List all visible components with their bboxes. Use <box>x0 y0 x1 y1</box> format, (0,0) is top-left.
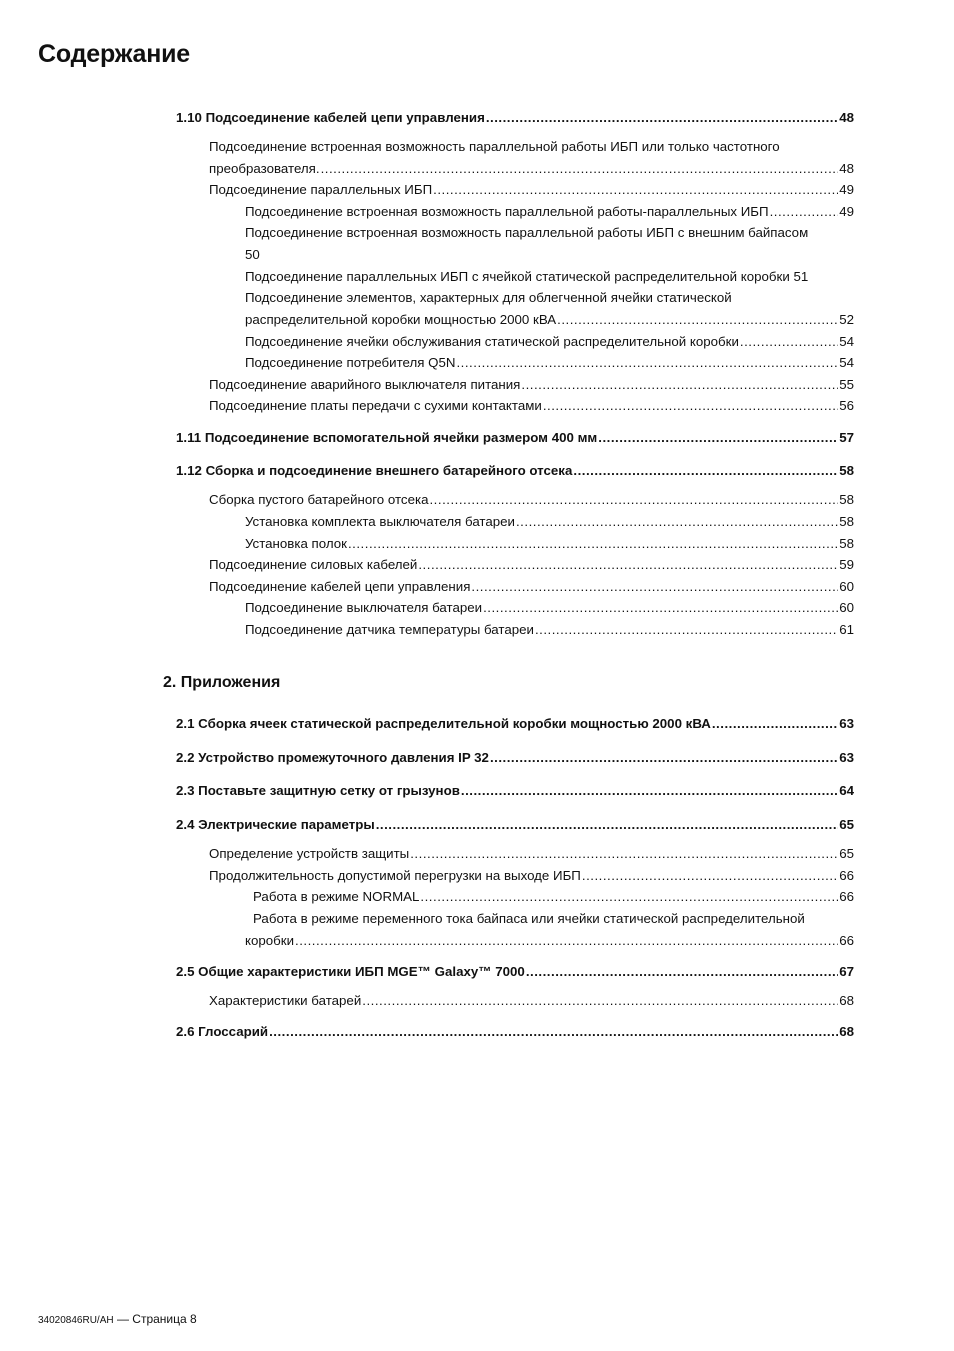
toc-entry-text: Подсоединение выключателя батареи <box>245 600 483 615</box>
toc-entry-text: Подсоединение аварийного выключателя питания <box>209 377 521 392</box>
toc-entry-text-cont: преобразователя. <box>209 161 320 176</box>
toc-entry[interactable] <box>245 908 854 952</box>
toc-entry-text: Подсоединение встроенная возможность параллельной работы ИБП или только частотного <box>209 139 780 154</box>
leader-dots <box>410 843 838 865</box>
toc-entry-text: Определение устройств защиты <box>209 846 410 861</box>
toc-entry-page: 48 <box>839 110 854 125</box>
toc-entry[interactable] <box>176 107 854 129</box>
toc-entry[interactable] <box>209 990 854 1012</box>
leader-dots <box>420 886 838 908</box>
toc-entry-text: 2.5 Общие характеристики ИБП MGE™ Galaxy™ 7000 <box>176 964 525 979</box>
toc-entry[interactable] <box>209 489 854 511</box>
toc-entry-page: 49 <box>839 182 854 197</box>
toc-entry-page: 67 <box>839 964 854 979</box>
leader-dots <box>526 961 838 983</box>
page-footer <box>38 1312 197 1326</box>
toc-entry[interactable] <box>209 136 854 180</box>
toc-entry[interactable] <box>245 201 854 223</box>
toc-entry-page: 58 <box>839 492 854 507</box>
leader-dots <box>712 713 838 735</box>
leader-dots <box>543 395 838 417</box>
toc-entry[interactable] <box>245 597 854 619</box>
toc-entry-page: 65 <box>839 846 854 861</box>
leader-dots <box>582 865 838 887</box>
toc-entry[interactable] <box>209 576 854 598</box>
toc-entry[interactable] <box>176 713 854 735</box>
leader-dots <box>418 554 838 576</box>
toc-entry-page: 68 <box>839 1024 854 1039</box>
leader-dots <box>429 489 838 511</box>
toc-entry-page: 66 <box>839 889 854 904</box>
toc-entry-page: 50 <box>245 247 260 262</box>
toc-entry-page: 54 <box>839 334 854 349</box>
toc-entry[interactable] <box>245 619 854 641</box>
footer-separator: — <box>116 1312 129 1326</box>
leader-dots <box>486 107 838 129</box>
toc-entry-page: 58 <box>839 514 854 529</box>
toc-entry-text-cont: коробки <box>245 933 295 948</box>
toc-entry-text: Подсоединение платы передачи с сухими контактами <box>209 398 542 413</box>
toc-entry-text: 2.3 Поставьте защитную сетку от грызунов <box>176 783 460 798</box>
toc-entry[interactable] <box>245 511 854 533</box>
toc-entry-page: 66 <box>839 868 854 883</box>
page-title: Содержание <box>38 40 191 68</box>
toc-entry[interactable] <box>209 843 854 865</box>
toc-entry-text: 2.2 Устройство промежуточного давления IP 32 <box>176 750 489 765</box>
toc-entry-text: Подсоединение элементов, характерных для облегченной ячейки статической <box>245 290 732 305</box>
toc-entry-page: 55 <box>839 377 854 392</box>
toc-entry-page: 63 <box>839 750 854 765</box>
leader-dots <box>740 331 838 353</box>
leader-dots <box>598 427 838 449</box>
toc-entry-text: 2.1 Сборка ячеек статической распределительной коробки мощностью 2000 кВА <box>176 716 711 731</box>
toc-entry-page: 56 <box>839 398 854 413</box>
toc-entry[interactable] <box>245 352 854 374</box>
doc-code: 34020846RU/AH <box>38 1315 114 1326</box>
leader-dots <box>770 201 839 223</box>
toc-entry-page: 64 <box>839 783 854 798</box>
toc-entry-text: Работа в режиме переменного тока байпаса или ячейки статической распределительной <box>253 911 805 926</box>
section-heading: 2. Приложения <box>163 674 281 691</box>
leader-dots <box>295 930 838 952</box>
toc-entry-page: 66 <box>839 933 854 948</box>
toc-entry-page: 63 <box>839 716 854 731</box>
toc-entry[interactable] <box>176 961 854 983</box>
toc-entry-text: Подсоединение параллельных ИБП с ячейкой статической распределительной коробки 51 <box>245 269 809 284</box>
toc-entry-text-cont: распределительной коробки мощностью 2000 кВА <box>245 312 557 327</box>
toc-entry[interactable] <box>209 374 854 396</box>
toc-entry-page: 61 <box>839 622 854 637</box>
toc-entry-text: Подсоединение ячейки обслуживания статической распределительной коробки <box>245 334 739 349</box>
toc-entry-text: Работа в режиме NORMAL <box>253 889 420 904</box>
toc-entry-text: 1.11 Подсоединение вспомогательной ячейки размером 400 мм <box>176 430 598 445</box>
leader-dots <box>348 533 838 555</box>
toc-entry-text: Характеристики батарей <box>209 993 362 1008</box>
toc-entry-page: 60 <box>839 579 854 594</box>
toc-entry[interactable] <box>176 747 854 769</box>
toc-entry-page: 52 <box>839 312 854 327</box>
toc-entry[interactable] <box>176 460 854 482</box>
toc-entry-text: Подсоединение параллельных ИБП <box>209 182 433 197</box>
toc-entry-text: 2.6 Глоссарий <box>176 1024 269 1039</box>
leader-dots <box>573 460 838 482</box>
toc-entry[interactable] <box>245 222 854 266</box>
toc-entry-page: 68 <box>839 993 854 1008</box>
toc-entry[interactable] <box>209 865 854 887</box>
leader-dots <box>471 576 838 598</box>
toc-entry-page: 65 <box>839 817 854 832</box>
toc-entry-text: 1.10 Подсоединение кабелей цепи управления <box>176 110 485 125</box>
toc-entry-page: 60 <box>839 600 854 615</box>
toc-entry-text: Установка комплекта выключателя батареи <box>245 514 515 529</box>
leader-dots <box>483 597 838 619</box>
leader-dots <box>557 309 838 331</box>
toc-entry-text: Подсоединение силовых кабелей <box>209 557 418 572</box>
leader-dots <box>321 158 839 180</box>
toc-entry-text: 2.4 Электрические параметры <box>176 817 375 832</box>
toc-entry[interactable] <box>209 179 854 201</box>
leader-dots <box>535 619 838 641</box>
toc-entry[interactable] <box>245 266 854 288</box>
toc-entry[interactable] <box>176 427 854 449</box>
page-number: Страница 8 <box>132 1312 197 1326</box>
toc-entry-page: 58 <box>839 536 854 551</box>
toc-entry[interactable] <box>245 331 854 353</box>
toc-entry-page: 49 <box>839 204 854 219</box>
toc-entry-text: Продолжительность допустимой перегрузки на выходе ИБП <box>209 868 581 883</box>
toc-entry-page: 59 <box>839 557 854 572</box>
leader-dots <box>521 374 838 396</box>
toc-entry[interactable] <box>245 533 854 555</box>
toc-entry[interactable] <box>245 287 854 331</box>
toc-entry-text: Подсоединение встроенная возможность параллельной работы ИБП с внешним байпасом <box>245 225 809 240</box>
toc-entry-page: 57 <box>839 430 854 445</box>
toc-entry-text: Сборка пустого батарейного отсека <box>209 492 429 507</box>
toc-entry-page: 54 <box>839 355 854 370</box>
leader-dots <box>362 990 838 1012</box>
toc-entry-page: 58 <box>839 463 854 478</box>
toc-entry[interactable] <box>176 814 854 836</box>
toc-entry-page: 48 <box>839 161 854 176</box>
toc-entry-text: 1.12 Сборка и подсоединение внешнего батарейного отсека <box>176 463 573 478</box>
leader-dots <box>456 352 838 374</box>
toc-entry[interactable] <box>253 886 854 908</box>
toc-entry[interactable] <box>176 780 854 802</box>
toc-entry-text: Установка полок <box>245 536 347 551</box>
leader-dots <box>376 814 839 836</box>
toc-entry[interactable] <box>209 554 854 576</box>
leader-dots <box>490 747 838 769</box>
toc-entry[interactable] <box>209 395 854 417</box>
toc-entry-text: Подсоединение кабелей цепи управления <box>209 579 471 594</box>
toc-entry-text: Подсоединение датчика температуры батареи <box>245 622 534 637</box>
toc-entry-text: Подсоединение встроенная возможность параллельной работы-параллельных ИБП <box>245 204 769 219</box>
leader-dots <box>433 179 838 201</box>
toc-entry-text: Подсоединение потребителя Q5N <box>245 355 456 370</box>
leader-dots <box>461 780 838 802</box>
leader-dots <box>516 511 838 533</box>
toc-entry[interactable] <box>176 1021 854 1043</box>
leader-dots <box>269 1021 838 1043</box>
